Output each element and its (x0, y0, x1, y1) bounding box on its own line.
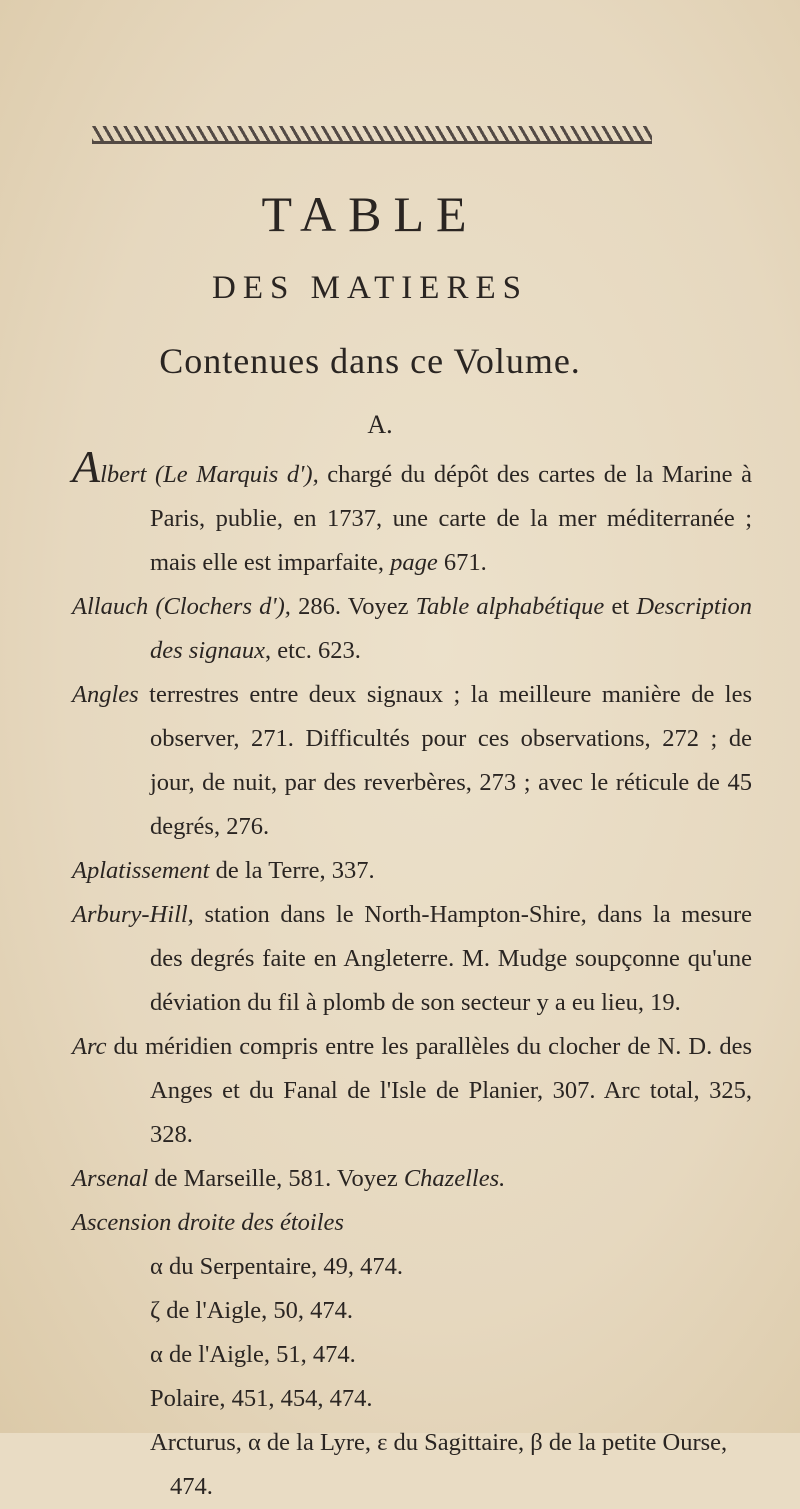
entry-italic: Description des signaux (150, 593, 753, 664)
index-entry (72, 1201, 752, 1245)
sub-entry: Arcturus, α de la Lyre, ε du Sagittaire, β de la petite Ourse, 474. (150, 1429, 728, 1500)
entry-headword: Ascension droite des étoiles (72, 1209, 344, 1236)
index-entries (72, 441, 753, 1509)
entry-text: de la Terre, 337. (209, 857, 375, 884)
entry-text: de Marseille, 581. Voyez (148, 1165, 404, 1192)
index-entry (72, 893, 752, 1025)
ascension-sub-entries (72, 1245, 752, 1509)
entry-headword: Allauch (Clochers d'), (72, 593, 291, 620)
page-subtitle-2: Contenues dans ce Volume. (159, 341, 581, 381)
entry-headword: Angles (72, 681, 139, 708)
section-letter: A. (367, 410, 393, 439)
entry-text: et (604, 593, 637, 620)
index-entry (72, 1025, 752, 1157)
entry-text: du méridien compris entre les parallèles du clocher de N. D. des Anges et du Fanal de l'Isle de Planier, 307. Arc total, 325, 328. (106, 1033, 752, 1148)
index-entry (72, 1157, 752, 1201)
index-entry (72, 849, 752, 893)
entry-italic: Chazelles. (403, 1165, 506, 1192)
entry-headword: Arbury-Hill, (72, 901, 194, 928)
entry-text: chargé du dépôt des cartes de la Marine à Paris, publie, en 1737, une carte de la mer méditerranée ; mais elle est imparfaite, (150, 461, 752, 576)
page-title: TABLE (261, 186, 479, 242)
entry-headword: Arc (72, 1033, 107, 1060)
sub-entry: α de l'Aigle, 51, 474. (150, 1341, 356, 1368)
sub-entry: α du Serpentaire, 49, 474. (150, 1253, 404, 1280)
entry-text: , etc. 623. (265, 637, 361, 664)
entry-text: station dans le North-Hampton-Shire, dans la mesure des degrés faite en Angleterre. M. Mudge soupçonne qu'une déviation du fil à plomb de son secteur y a eu lieu, 19. (150, 901, 752, 1016)
drop-cap: A (72, 441, 101, 492)
index-entry (72, 441, 752, 585)
index-entry (72, 673, 752, 849)
entry-headword: Aplatissement (72, 857, 210, 884)
entry-text: terrestres entre deux signaux ; la meilleure manière de les observer, 271. Difficultés pour ces observations, 272 ; de jour, de nuit, par des reverbères, 273 ; avec le réticule de 45 degrés, 276. (138, 681, 752, 840)
entry-headword: Arsenal (72, 1165, 149, 1192)
entry-text: 286. Voyez (290, 593, 416, 620)
sub-entry: Polaire, 451, 454, 474. (150, 1385, 373, 1412)
entry-italic: page (390, 549, 438, 576)
index-entry (72, 585, 752, 673)
page-subtitle: DES MATIERES (212, 270, 528, 306)
entry-headword: lbert (Le Marquis d'), (100, 461, 319, 488)
sub-entry: ζ de l'Aigle, 50, 474. (150, 1297, 354, 1324)
entry-italic: Table alphabétique (415, 593, 605, 620)
entry-text: 671. (437, 549, 487, 576)
decorative-header-rule (92, 126, 652, 144)
